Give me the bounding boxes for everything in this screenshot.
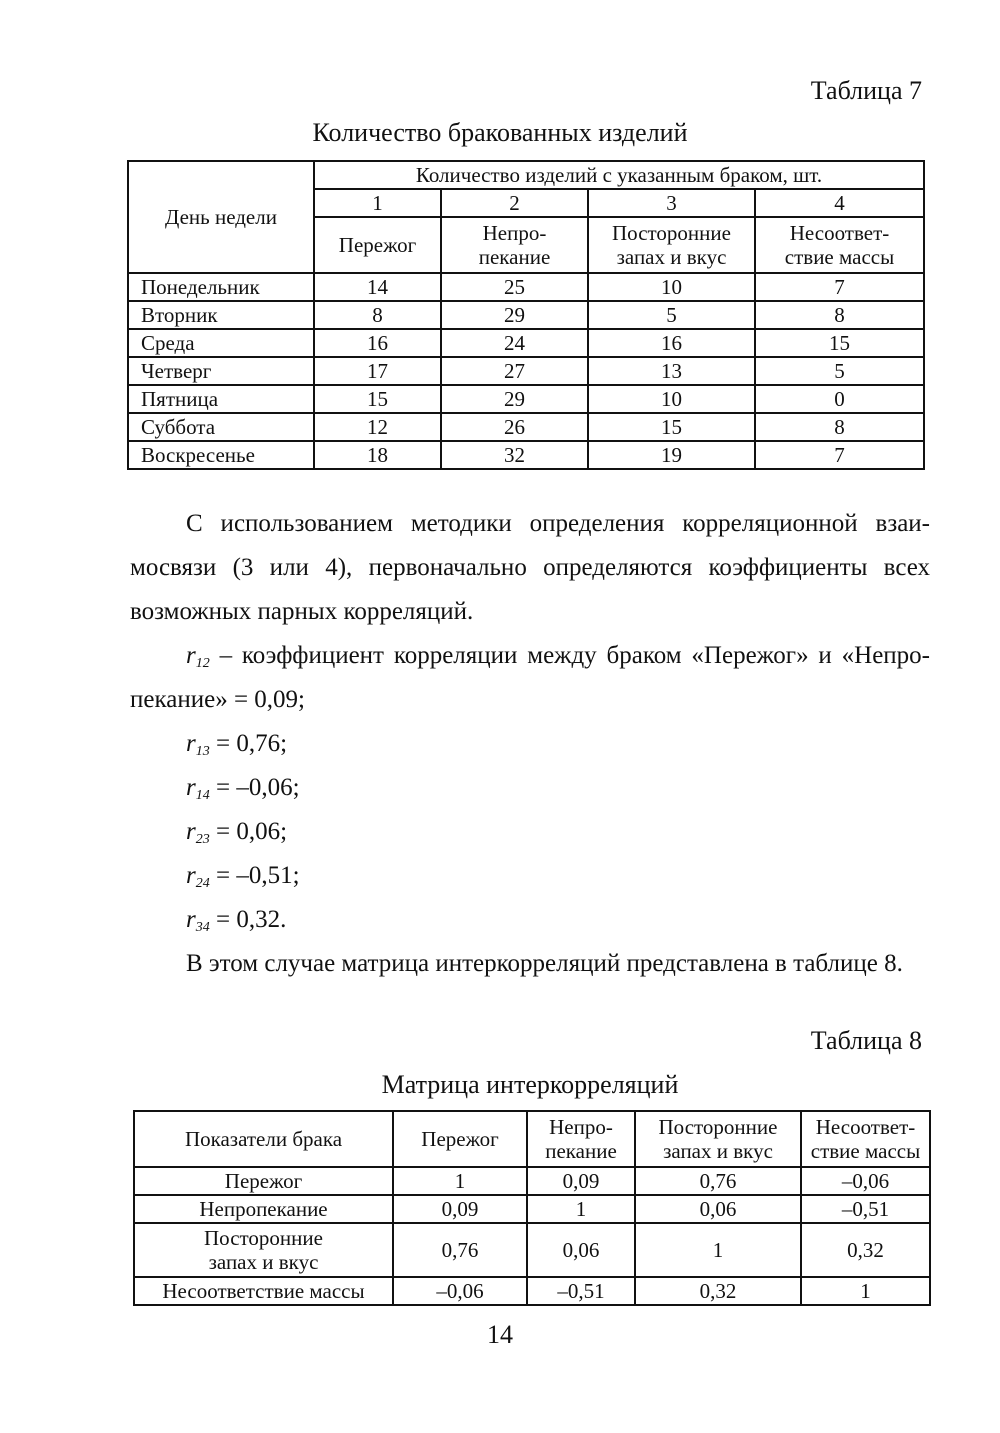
para1-line3: возможных парных корреляций.: [130, 598, 474, 625]
value-cell: 14: [314, 273, 441, 301]
page-number: 14: [487, 1320, 513, 1349]
day-header: День недели: [128, 161, 314, 273]
group-header: Количество изделий с указанным браком, шт.: [314, 161, 924, 189]
table8-caption: Таблица 8: [810, 1026, 922, 1055]
day-cell: Вторник: [128, 301, 314, 329]
col-name: Несоответ- ствие массы: [801, 1111, 930, 1167]
value-cell: 8: [314, 301, 441, 329]
value-cell: 24: [441, 329, 588, 357]
value-cell: 29: [441, 385, 588, 413]
value-cell: 0,09: [393, 1195, 527, 1223]
table-row: [134, 1167, 930, 1195]
col-name: Посторонние запах и вкус: [588, 217, 755, 273]
value-cell: 18: [314, 441, 441, 469]
conclusion: В этом случае матрица интеркорреляций представлена в таблице 8.: [186, 950, 903, 977]
value-cell: 10: [588, 273, 755, 301]
value-cell: 12: [314, 413, 441, 441]
table7-caption: Таблица 7: [810, 76, 922, 105]
value-cell: 5: [588, 301, 755, 329]
value-cell: 15: [755, 329, 924, 357]
col-number: 2: [441, 189, 588, 217]
value-cell: 17: [314, 357, 441, 385]
value-cell: 19: [588, 441, 755, 469]
table-row: [128, 357, 924, 385]
value-cell: 0,06: [635, 1195, 801, 1223]
table-row: [128, 385, 924, 413]
col-name: Посторонние запах и вкус: [635, 1111, 801, 1167]
table8-title: Матрица интеркорреляций: [381, 1070, 679, 1099]
value-cell: 1: [635, 1223, 801, 1277]
value-cell: 15: [314, 385, 441, 413]
col-number: 1: [314, 189, 441, 217]
table-row: [134, 1277, 930, 1305]
value-cell: –0,06: [393, 1277, 527, 1305]
value-cell: 0,76: [635, 1167, 801, 1195]
value-cell: 7: [755, 273, 924, 301]
value-cell: 8: [755, 301, 924, 329]
coef-r13: $r_{13} = 0,76$;: [186, 730, 288, 759]
col-name: Непро- пекание: [527, 1111, 635, 1167]
coef-r34: $r_{34} = 0,32$.: [186, 906, 287, 935]
value-cell: 0: [755, 385, 924, 413]
table-row: [128, 273, 924, 301]
col-name: Непро- пекание: [441, 217, 588, 273]
para1-line1: С использованием методики определения корреляционной взаи-: [186, 510, 930, 537]
value-cell: 16: [588, 329, 755, 357]
day-cell: Суббота: [128, 413, 314, 441]
value-cell: –0,51: [801, 1195, 930, 1223]
day-cell: Пятница: [128, 385, 314, 413]
coef-r14: $r_{14} = -0,06$;: [186, 774, 300, 803]
row-name: Несоответствие массы: [134, 1277, 393, 1305]
col-name: Пережог: [393, 1111, 527, 1167]
col-name: Несоответ- ствие массы: [755, 217, 924, 273]
row-name: Пережог: [134, 1167, 393, 1195]
value-cell: 1: [527, 1195, 635, 1223]
value-cell: 10: [588, 385, 755, 413]
value-cell: 5: [755, 357, 924, 385]
value-cell: 0,32: [635, 1277, 801, 1305]
value-cell: 0,09: [527, 1167, 635, 1195]
value-cell: 16: [314, 329, 441, 357]
row-name: Посторонние запах и вкус: [134, 1223, 393, 1277]
value-cell: 32: [441, 441, 588, 469]
value-cell: 27: [441, 357, 588, 385]
value-cell: 29: [441, 301, 588, 329]
table7-title: Количество бракованных изделий: [312, 118, 688, 147]
value-cell: 0,06: [527, 1223, 635, 1277]
table-row: [128, 329, 924, 357]
day-cell: Понедельник: [128, 273, 314, 301]
value-cell: 26: [441, 413, 588, 441]
value-cell: 7: [755, 441, 924, 469]
r12-value: пекание» = 0,09;: [130, 686, 305, 713]
row-name: Непропекание: [134, 1195, 393, 1223]
day-cell: Четверг: [128, 357, 314, 385]
value-cell: 1: [801, 1277, 930, 1305]
value-cell: –0,51: [527, 1277, 635, 1305]
coef-r24: $r_{24} = -0,51$;: [186, 862, 300, 891]
value-cell: 1: [393, 1167, 527, 1195]
col-number: 4: [755, 189, 924, 217]
value-cell: 13: [588, 357, 755, 385]
value-cell: 0,76: [393, 1223, 527, 1277]
col-number: 3: [588, 189, 755, 217]
col-name: Пережог: [314, 217, 441, 273]
coef-r23: $r_{23} = 0,06$;: [186, 818, 288, 847]
value-cell: 15: [588, 413, 755, 441]
value-cell: –0,06: [801, 1167, 930, 1195]
header-first: Показатели брака: [134, 1111, 393, 1167]
table-row: [128, 441, 924, 469]
table-row: [128, 301, 924, 329]
table-row: [134, 1195, 930, 1223]
correlation-matrix: [133, 1110, 931, 1306]
table-row: [128, 413, 924, 441]
day-cell: Среда: [128, 329, 314, 357]
day-cell: Воскресенье: [128, 441, 314, 469]
defects-table: [127, 160, 925, 470]
value-cell: 25: [441, 273, 588, 301]
r12-definition: $r_{12}$ – коэффициент корреляции между браком «Пережог» и «Непро-: [186, 642, 930, 671]
para1-line2: мосвязи (3 или 4), первоначально определяются коэффициенты всех: [130, 554, 930, 581]
value-cell: 0,32: [801, 1223, 930, 1277]
value-cell: 8: [755, 413, 924, 441]
table-row: [134, 1223, 930, 1277]
